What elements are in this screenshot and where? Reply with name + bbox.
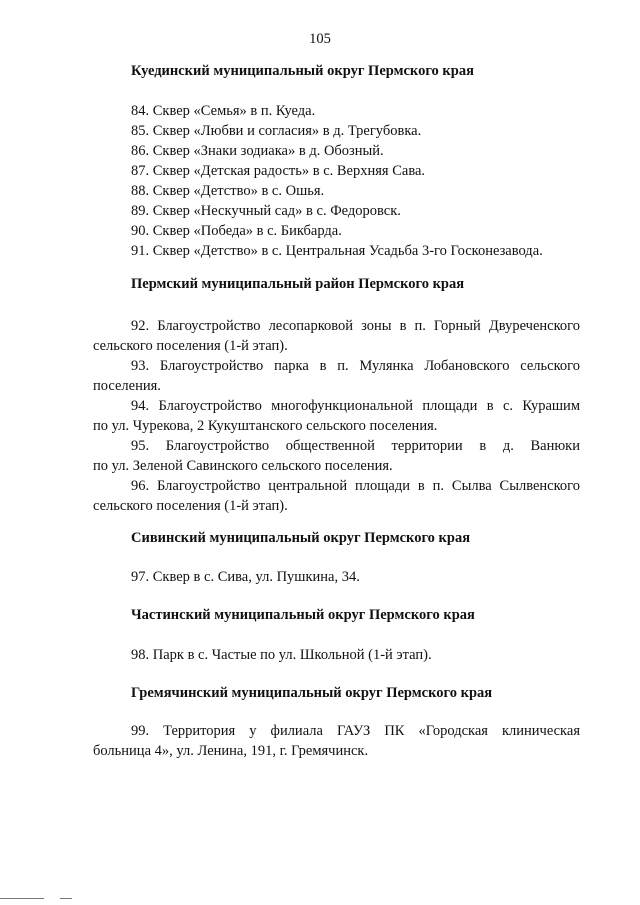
paragraph-continuation: поселения.: [93, 378, 161, 394]
scan-mark-divider: [60, 898, 72, 899]
paragraph-item: [93, 721, 580, 761]
section-heading-permsky: Пермский муниципальный район Пермского края: [131, 276, 465, 292]
list-item: 88. Сквер «Детство» в с. Ошья.: [131, 183, 325, 199]
paragraph-first-line: 94. Благоустройство многофункциональной площади в с. Курашим: [131, 398, 580, 414]
list-item: 85. Сквер «Любви и согласия» в д. Трегубовка.: [131, 123, 422, 139]
list-item: 86. Сквер «Знаки зодиака» в д. Обозный.: [131, 143, 384, 159]
paragraph-item: [93, 396, 580, 436]
section-heading-sivinsky: Сивинский муниципальный округ Пермского края: [131, 530, 471, 546]
paragraph-item: [93, 476, 580, 516]
paragraph-item: [93, 356, 580, 396]
list-item: 98. Парк в с. Частые по ул. Школьной (1-й этап).: [131, 647, 432, 663]
paragraph-continuation: по ул. Чурекова, 2 Кукуштанского сельского поселения.: [93, 418, 438, 434]
list-item: 84. Сквер «Семья» в п. Куеда.: [131, 103, 316, 119]
paragraph-continuation: больница 4», ул. Ленина, 191, г. Гремячинск.: [93, 743, 369, 759]
section-heading-chastinsky: Частинский муниципальный округ Пермского края: [131, 607, 475, 623]
paragraph-item: [93, 436, 580, 476]
list-item: 97. Сквер в с. Сива, ул. Пушкина, 34.: [131, 569, 360, 585]
page-number: 105: [309, 31, 331, 47]
paragraph-continuation: сельского поселения (1-й этап).: [93, 338, 288, 354]
list-item: 90. Сквер «Победа» в с. Бикбарда.: [131, 223, 342, 239]
paragraph-first-line: 93. Благоустройство парка в п. Мулянка Лобановского сельского: [131, 358, 580, 374]
paragraph-first-line: 95. Благоустройство общественной территории в д. Ванюки: [131, 438, 580, 454]
list-item: 87. Сквер «Детская радость» в с. Верхняя Сава.: [131, 163, 426, 179]
paragraph-continuation: сельского поселения (1-й этап).: [93, 498, 288, 514]
paragraph-continuation: по ул. Зеленой Савинского сельского поселения.: [93, 458, 393, 474]
list-item: 89. Сквер «Нескучный сад» в с. Федоровск.: [131, 203, 401, 219]
list-item: 91. Сквер «Детство» в с. Центральная Усадьба 3-го Госконезавода.: [131, 243, 543, 259]
paragraph-first-line: 96. Благоустройство центральной площади в п. Сылва Сылвенского: [131, 478, 580, 494]
section-heading-kuedinsky: Куединский муниципальный округ Пермского края: [131, 63, 474, 79]
paragraph-first-line: 92. Благоустройство лесопарковой зоны в п. Горный Двуреченского: [131, 318, 580, 334]
scan-mark-divider: [0, 898, 44, 899]
paragraph-first-line: 99. Территория у филиала ГАУЗ ПК «Городская клиническая: [131, 723, 580, 739]
section-heading-gremyachinsky: Гремячинский муниципальный округ Пермского края: [131, 685, 493, 701]
paragraph-item: [93, 316, 580, 356]
